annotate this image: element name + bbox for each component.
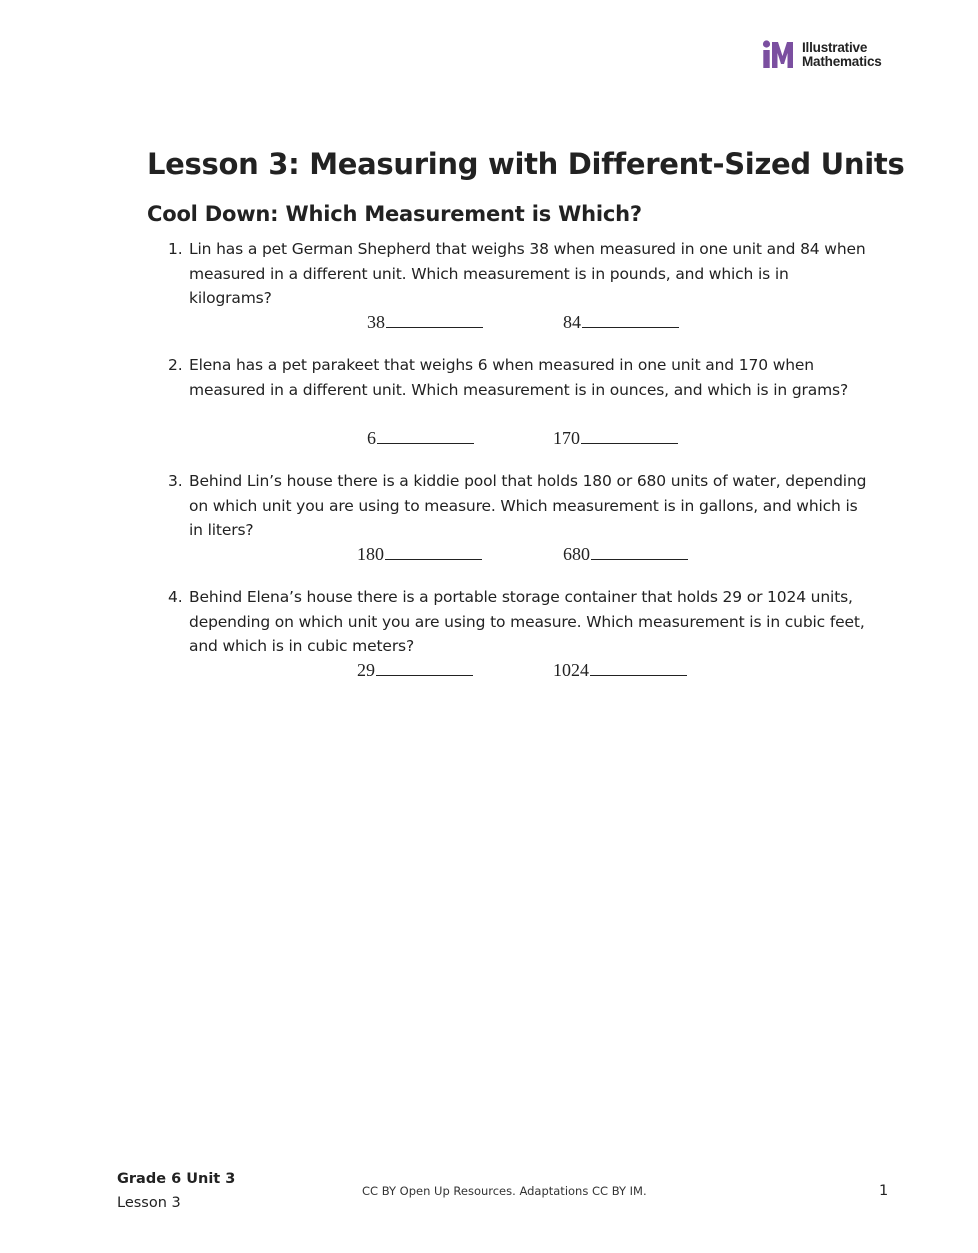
question-text: Lin has a pet German Shepherd that weighs 38 when measured in one unit and 84 when measured in a different unit. Which measurement is in pounds, and which is in kilograms?	[189, 240, 866, 307]
answer-value: 38	[367, 312, 385, 332]
answer-blank[interactable]	[553, 659, 687, 681]
answer-line	[386, 312, 483, 328]
answer-blank[interactable]	[563, 311, 679, 333]
logo-wordmark	[802, 41, 882, 69]
footer-license: CC BY Open Up Resources. Adaptations CC BY IM.	[362, 1184, 647, 1198]
question-text: Behind Lin’s house there is a kiddie pool that holds 180 or 680 units of water, depending on which unit you are using to measure. Which measurement is in gallons, and which is in liters?	[189, 472, 867, 539]
answer-blank[interactable]	[357, 659, 473, 681]
answer-blank[interactable]	[563, 543, 688, 565]
footer-lesson: Lesson 3	[117, 1195, 181, 1211]
lesson-title: Lesson 3: Measuring with Different-Sized Units	[147, 147, 905, 181]
question-number: 1.	[168, 240, 183, 258]
cool-down-title: Cool Down: Which Measurement is Which?	[147, 202, 642, 226]
answer-blank[interactable]	[553, 427, 678, 449]
answer-line	[377, 428, 474, 444]
answer-value: 6	[367, 428, 376, 448]
question-1	[168, 237, 868, 311]
answer-line	[376, 660, 473, 676]
answer-line	[590, 660, 687, 676]
answer-value: 84	[563, 312, 581, 332]
publisher-logo	[762, 40, 892, 70]
answer-value: 680	[563, 544, 590, 564]
question-number: 4.	[168, 588, 183, 606]
illustrative-mathematics-im-logo-icon	[762, 40, 798, 70]
answer-value: 170	[553, 428, 580, 448]
question-number: 3.	[168, 472, 183, 490]
question-text: Behind Elena’s house there is a portable storage container that holds 29 or 1024 units, depending on which unit you are using to measure. Which measurement is in cubic feet, and which is in cubic meters?	[189, 588, 865, 655]
answer-value: 1024	[553, 660, 589, 680]
answer-line	[581, 428, 678, 444]
page-number: 1	[879, 1183, 889, 1199]
answer-value: 180	[357, 544, 384, 564]
answer-line	[385, 544, 482, 560]
footer-grade-unit: Grade 6 Unit 3	[117, 1171, 236, 1187]
answer-line	[582, 312, 679, 328]
answer-line	[591, 544, 688, 560]
question-2	[168, 353, 868, 402]
logo-line-1: Illustrative	[802, 40, 868, 55]
answer-value: 29	[357, 660, 375, 680]
question-number: 2.	[168, 356, 183, 374]
question-4	[168, 585, 868, 659]
answer-blank[interactable]	[357, 543, 482, 565]
answer-blank[interactable]	[367, 311, 483, 333]
logo-line-2: Mathematics	[802, 54, 882, 69]
answer-blank[interactable]	[367, 427, 474, 449]
question-3	[168, 469, 868, 543]
question-text: Elena has a pet parakeet that weighs 6 when measured in one unit and 170 when measured in a different unit. Which measurement is in ounces, and which is in grams?	[189, 356, 849, 399]
